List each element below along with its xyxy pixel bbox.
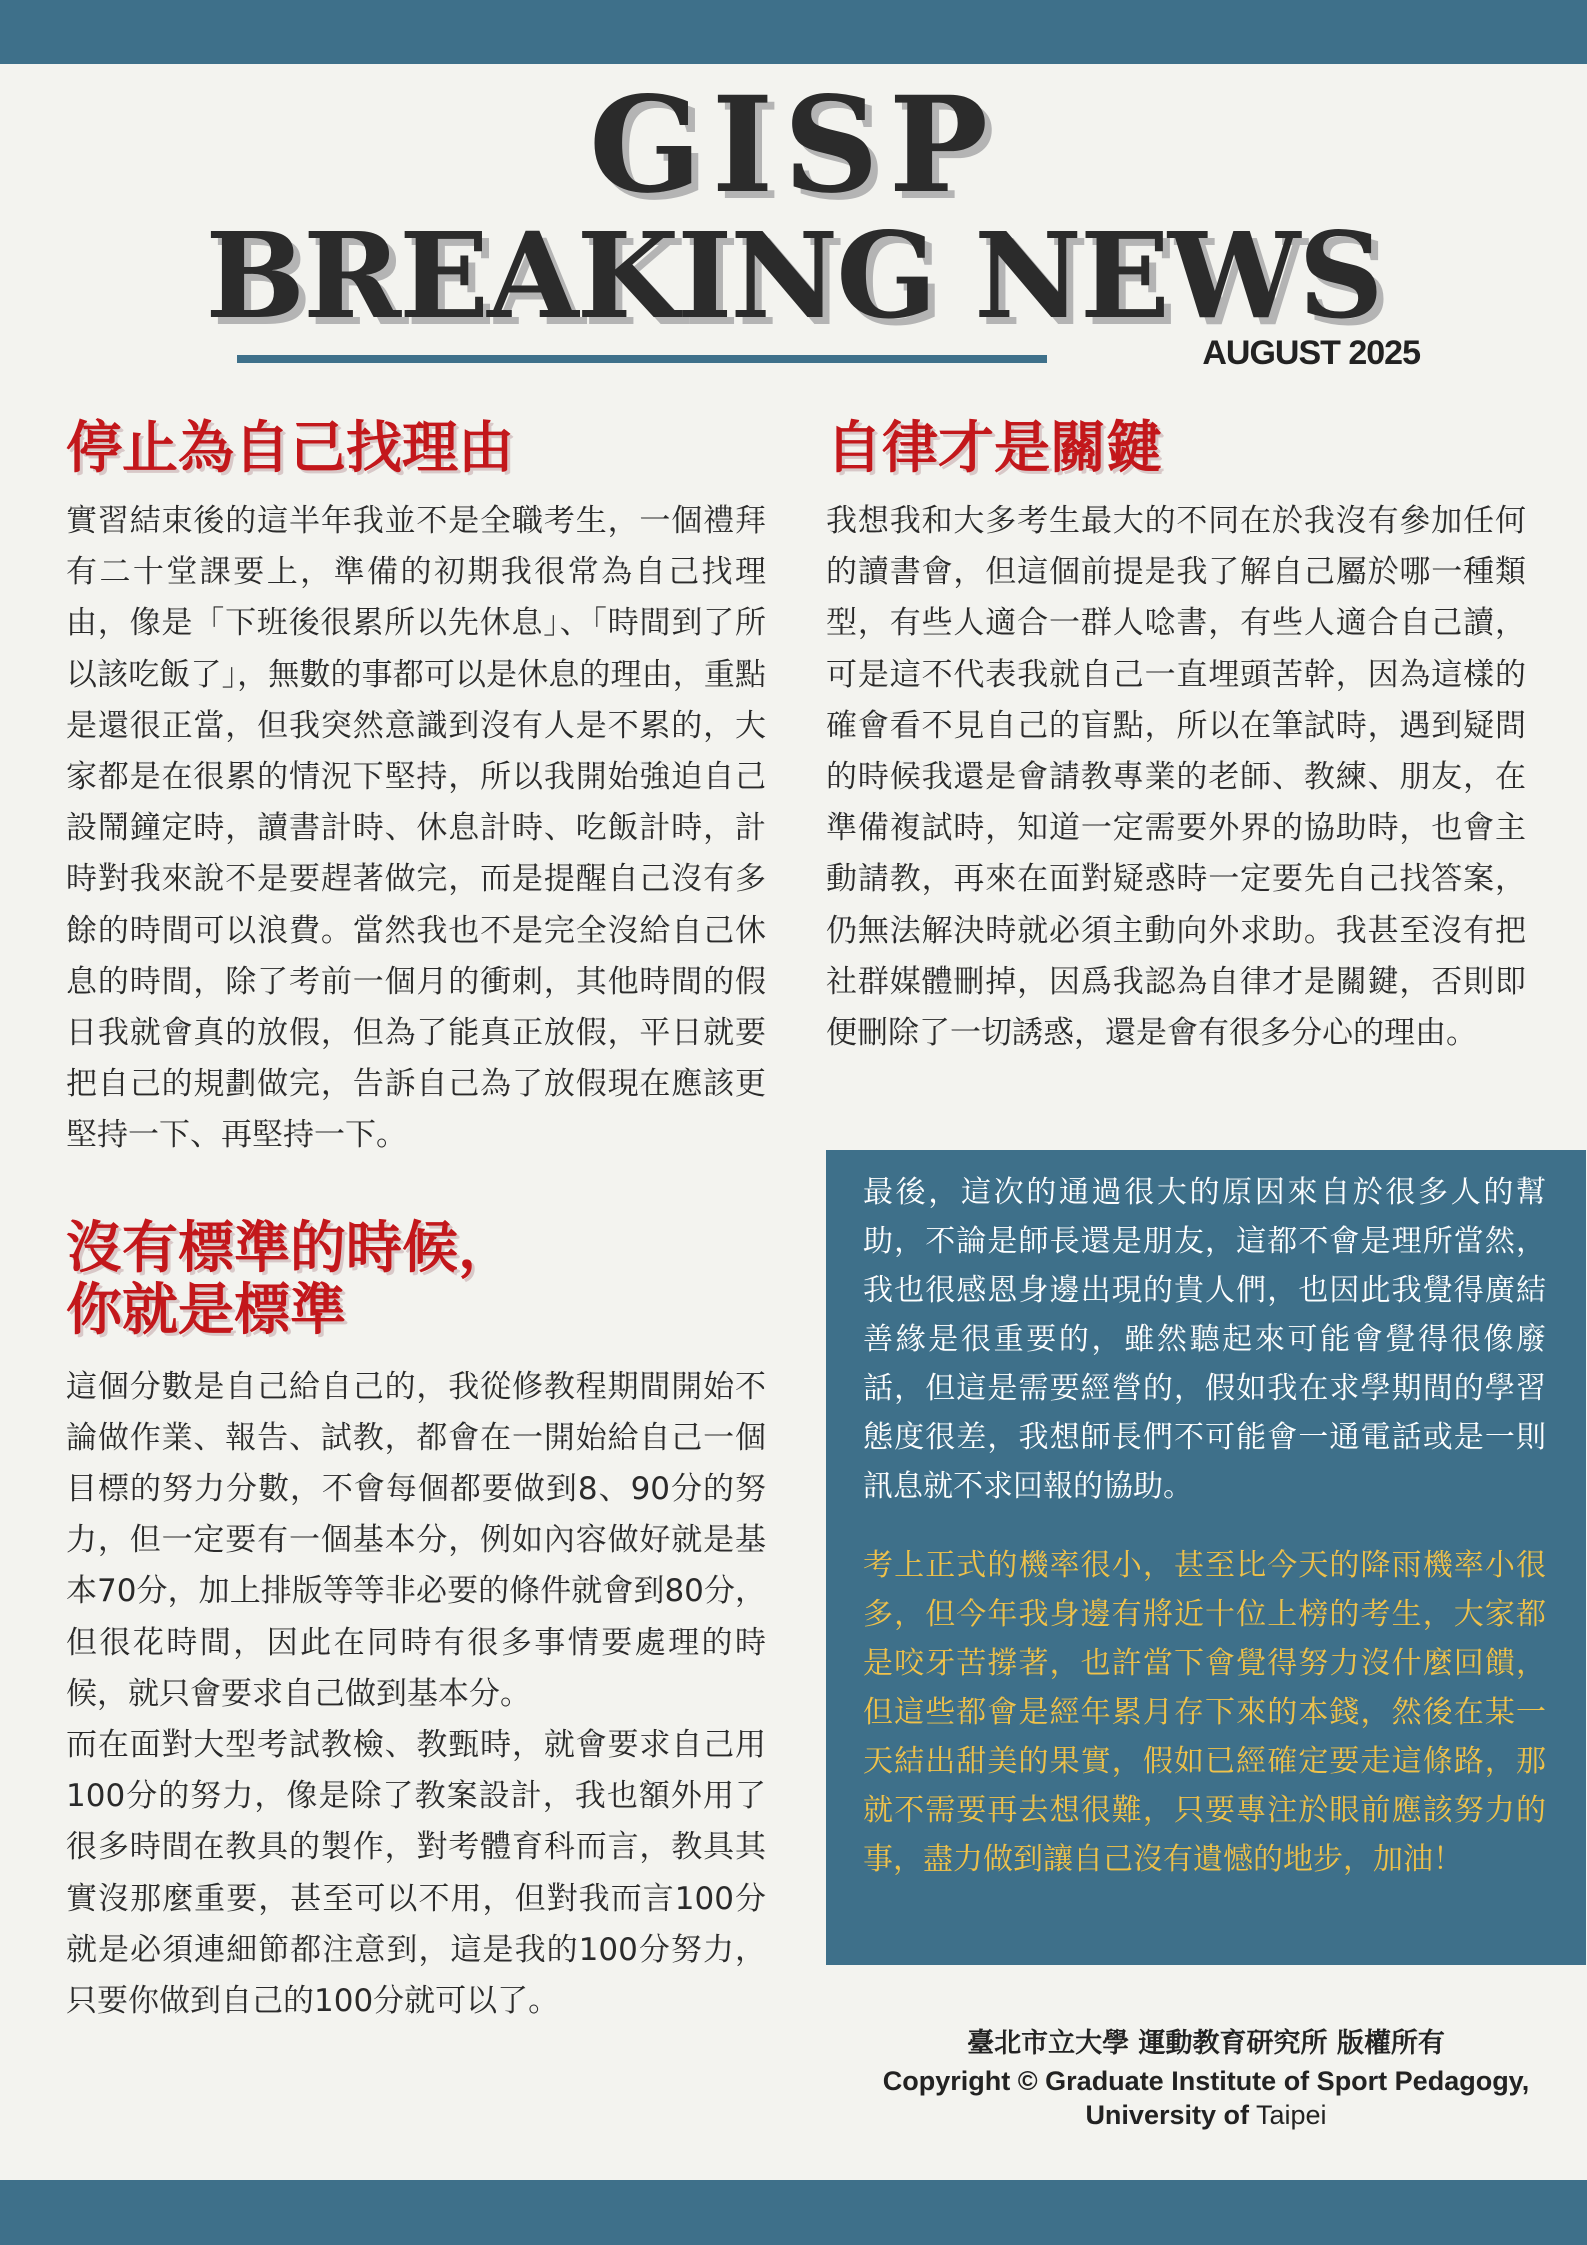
- section-body-be-the-standard-2: 而在面對大型考試教檢、教甄時，就會要求自己用100分的努力，像是除了教案設計，我也額外用了很多時間在教具的製作，對考體育科而言，教具其實沒那麼重要，甚至可以不用，但對我而言100分就是必須連細節都注意到，這是我的100分努力，只要你做到自己的100分就可以了。: [66, 1727, 766, 2020]
- copyright-english-regular: Taipei: [1248, 2100, 1327, 2130]
- section-heading-self-discipline: 自律才是關鍵: [826, 416, 1162, 481]
- copyright-chinese: 臺北市立大學 運動教育研究所 版權所有: [967, 2028, 1445, 2059]
- copyright-notice: [826, 2024, 1586, 2132]
- section-heading-stop-excuses: 停止為自己找理由: [66, 416, 514, 481]
- copyright-english-line-2: [826, 2098, 1586, 2132]
- masthead-title-breaking-news: BREAKING NEWS: [205, 206, 1382, 345]
- copyright-english-line-1: Copyright © Graduate Institute of Sport Pedagogy,: [882, 2066, 1530, 2096]
- callout-paragraph-encouragement: 考上正式的機率很小，甚至比今天的降雨機率小很多，但今年我身邊有將近十位上榜的考生，大家都是咬牙苦撐著，也許當下會覺得努力沒什麼回饋，但這些都會是經年累月存下來的本錢，然後在某一天結出甜美的果實，假如已經確定要走這條路，那就不需要再去想很難，只要專注於眼前應該努力的事，盡力做到讓自己沒有遺憾的地步，加油！: [863, 1548, 1546, 1877]
- section-body-self-discipline: 我想我和大多考生最大的不同在於我沒有參加任何的讀書會，但這個前提是我了解自己屬於哪一種類型，有些人適合一群人唸書，有些人適合自己讀，可是這不代表我就自己一直埋頭苦幹，因為這樣的確會看不見自己的盲點，所以在筆試時，遇到疑問的時候我還是會請教專業的老師、教練、朋友，在準備複試時，知道一定需要外界的協助時，也會主動請教，再來在面對疑惑時一定要先自己找答案，仍無法解決時就必須主動向外求助。我甚至沒有把社群媒體刪掉，因爲我認為自律才是關鍵，否則即便刪除了一切誘惑，還是會有很多分心的理由。: [826, 503, 1526, 1052]
- left-column: [66, 418, 766, 2027]
- bottom-color-band: [0, 2180, 1587, 2245]
- section-body-be-the-standard-1: 這個分數是自己給自己的，我從修教程期間開始不論做作業、報告、試教，都會在一開始給自己一個目標的努力分數，不會每個都要做到8、90分的努力，但一定要有一個基本分，例如內容做好就是基本70分，加上排版等等非必要的條件就會到80分，但很花時間，因此在同時有很多事情要處理的時候，就只會要求自己做到基本分。: [66, 1368, 766, 1712]
- callout-paragraph-thanks: 最後，這次的通過很大的原因來自於很多人的幫助，不論是師長還是朋友，這都不會是理所當然，我也很感恩身邊出現的貴人們，也因此我覺得廣結善緣是很重要的，雖然聽起來可能會覺得很像廢話，但這是需要經營的，假如我在求學期間的學習態度很差，我想師長們不可能會一通電話或是一則訊息就不求回報的協助。: [863, 1175, 1546, 1504]
- heading-line-2: 你就是標準: [66, 1277, 346, 1343]
- masthead-underline: [237, 355, 1047, 363]
- copyright-english-bold: University of: [1085, 2100, 1249, 2130]
- issue-date: AUGUST 2025: [1202, 334, 1420, 372]
- right-column: [826, 418, 1526, 1059]
- section-body-stop-excuses: 實習結束後的這半年我並不是全職考生，一個禮拜有二十堂課要上，準備的初期我很常為自己找理由，像是「下班後很累所以先休息」、「時間到了所以該吃飯了」，無數的事都可以是休息的理由，重點是還很正當，但我突然意識到沒有人是不累的，大家都是在很累的情況下堅持，所以我開始強迫自己設鬧鐘定時，讀書計時、休息計時、吃飯計時，計時對我來說不是要趕著做完，而是提醒自己沒有多餘的時間可以浪費。當然我也不是完全沒給自己休息的時間，除了考前一個月的衝刺，其他時間的假日我就會真的放假，但為了能真正放假，平日就要把自己的規劃做完，告訴自己為了放假現在應該更堅持一下、再堅持一下。: [66, 503, 766, 1154]
- masthead-title-gisp: GISP: [588, 68, 999, 223]
- heading-line-1: 沒有標準的時候，: [66, 1215, 514, 1281]
- masthead: [0, 68, 1587, 345]
- section-heading-be-the-standard: [66, 1215, 766, 1343]
- closing-callout-box: [826, 1150, 1586, 1965]
- top-color-band: [0, 0, 1587, 64]
